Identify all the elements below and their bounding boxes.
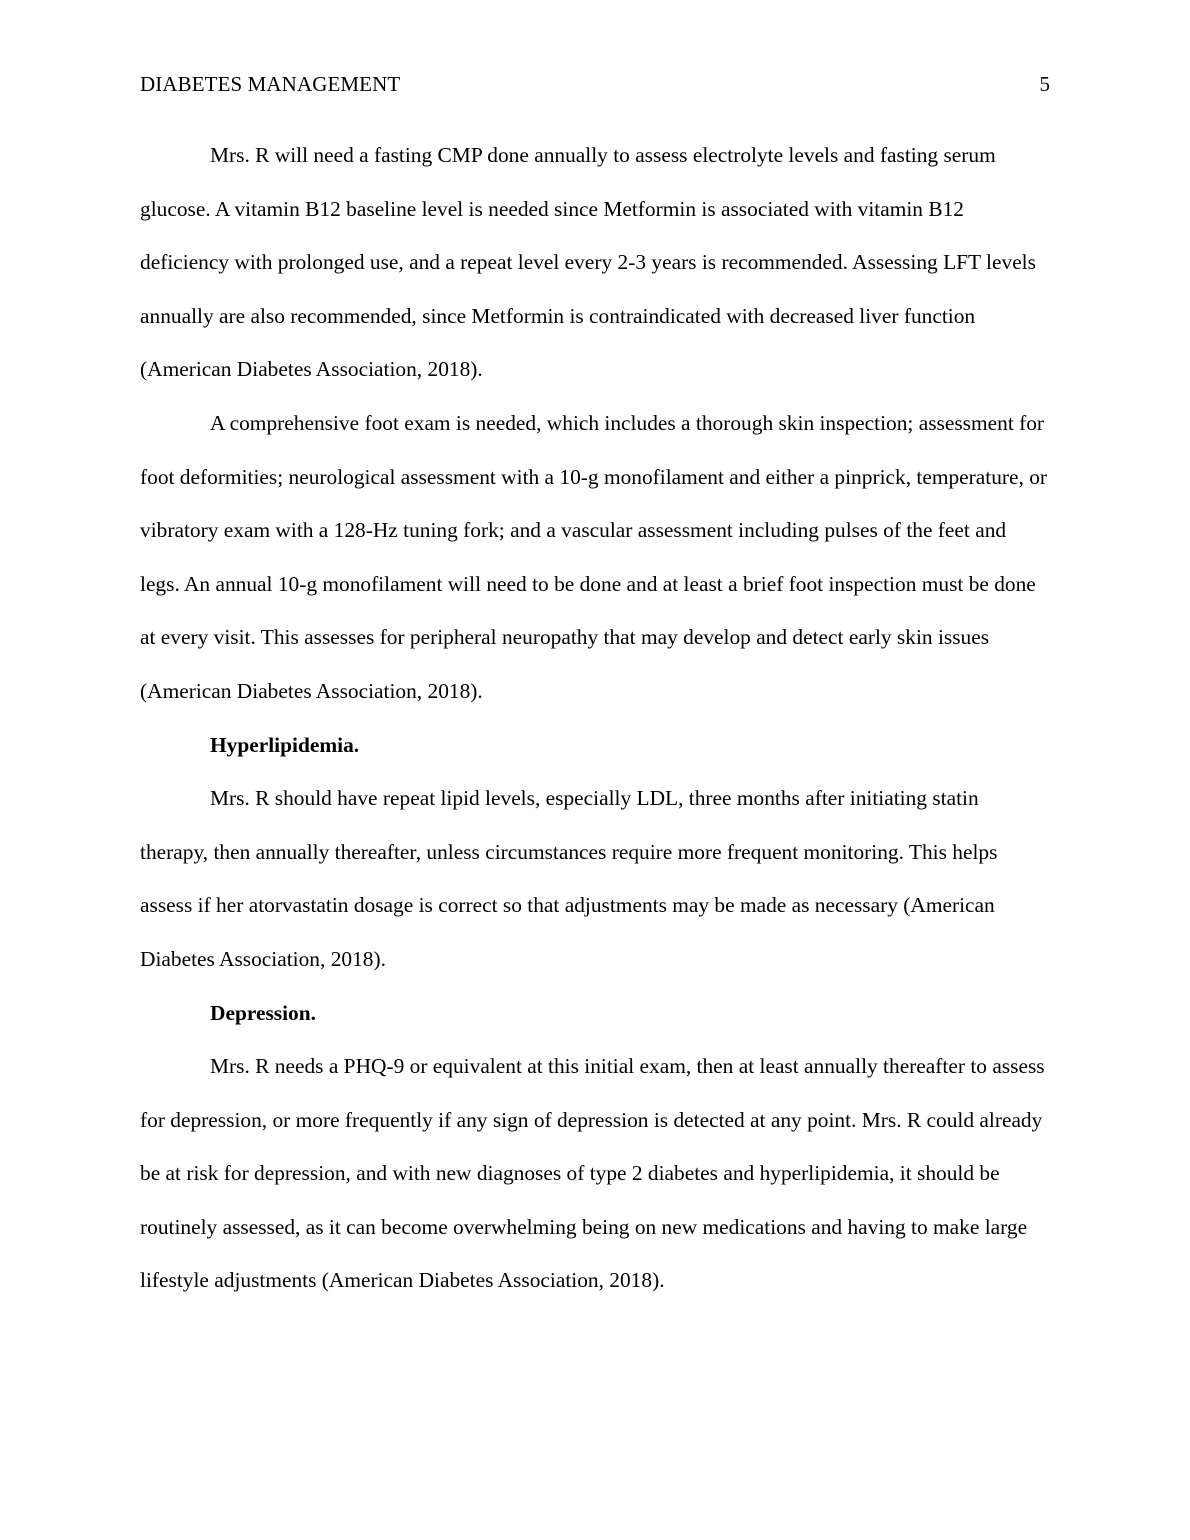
paragraph-lipid-monitoring: Mrs. R should have repeat lipid levels, especially LDL, three months after initiating statin therapy, then annually thereafter, unless circumstances require more frequent monitoring. This helps assess if her atorvastatin dosage is correct so that adjustments may be made as necessary (American Diabetes Association, 2018). [140, 786, 998, 971]
document-body [140, 129, 1050, 1308]
paragraph-lab-monitoring: Mrs. R will need a fasting CMP done annually to assess electrolyte levels and fasting serum glucose. A vitamin B12 baseline level is needed since Metformin is associated with vitamin B12 deficiency with prolonged use, and a repeat level every 2-3 years is recommended. Assessing LFT levels annually are also recommended, since Metformin is contraindicated with decreased liver function (American Diabetes Association, 2018). [140, 143, 1036, 382]
section-heading-hyperlipidemia: Hyperlipidemia. [210, 732, 360, 757]
paragraph-foot-exam: A comprehensive foot exam is needed, which includes a thorough skin inspection; assessment for foot deformities; neurological assessment with a 10-g monofilament and either a pinprick, temperature, or vibratory exam with a 128-Hz tuning fork; and a vascular assessment including pulses of the feet and legs. An annual 10-g monofilament will need to be done and at least a brief foot inspection must be done at every visit. This assesses for peripheral neuropathy that may develop and detect early skin issues (American Diabetes Association, 2018). [140, 410, 1048, 703]
running-head: DIABETES MANAGEMENT [140, 72, 401, 96]
paragraph-depression-screening: Mrs. R needs a PHQ-9 or equivalent at this initial exam, then at least annually thereafter to assess for depression, or more frequently if any sign of depression is detected at any point. Mrs. R could already be at risk for depression, and with new diagnoses of type 2 diabetes and hyperlipidemia, it should be routinely assessed, as it can become overwhelming being on new medications and having to make large lifestyle adjustments (American Diabetes Association, 2018). [140, 1054, 1045, 1293]
page-number: 5 [1039, 72, 1050, 96]
section-heading-depression: Depression. [210, 1000, 316, 1025]
